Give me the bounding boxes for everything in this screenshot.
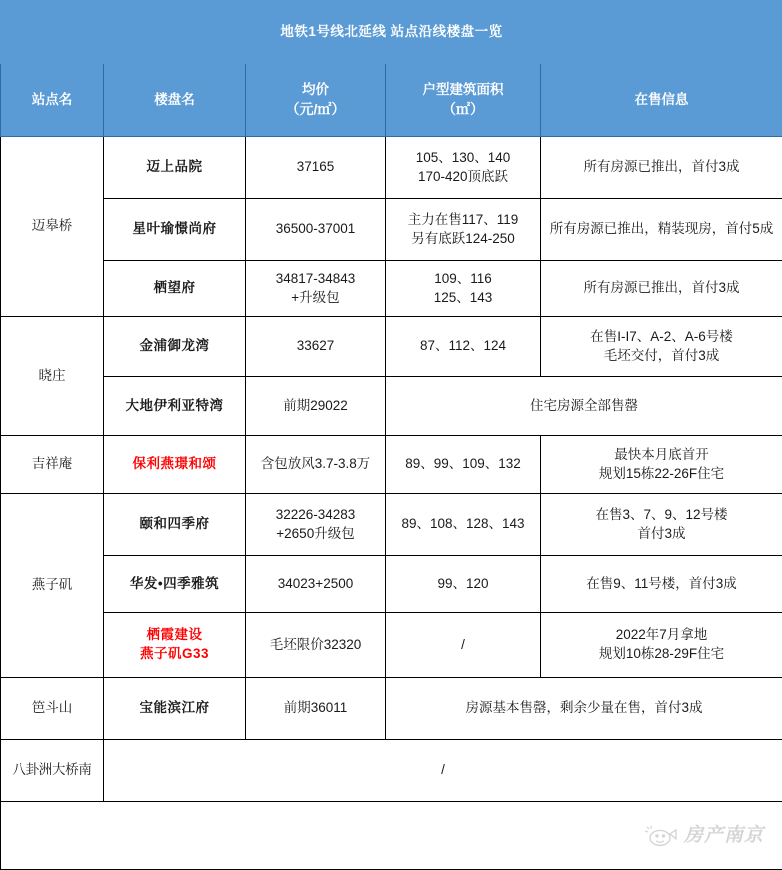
station-name-cell: 吉祥庵 bbox=[1, 436, 104, 494]
page-title: 地铁1号线北延线 站点沿线楼盘一览 bbox=[1, 1, 782, 64]
average-price-cell: 前期36011 bbox=[246, 678, 386, 740]
column-header-5 bbox=[541, 64, 782, 137]
header-row bbox=[1, 64, 782, 137]
table-body bbox=[1, 1, 782, 870]
sale-info-cell: 在售3、7、9、12号楼 首付3成 bbox=[541, 494, 782, 556]
average-price-cell: 33627 bbox=[246, 317, 386, 377]
column-header-2 bbox=[104, 64, 246, 137]
project-name-cell: 栖望府 bbox=[104, 261, 246, 317]
column-header-sublabel: （元/㎡） bbox=[250, 100, 381, 119]
sale-info-cell: 在售I-I7、A-2、A-6号楼 毛坯交付，首付3成 bbox=[541, 317, 782, 377]
column-header-4 bbox=[386, 64, 541, 137]
average-price-cell: 36500-37001 bbox=[246, 199, 386, 261]
average-price-cell: 34023+2500 bbox=[246, 556, 386, 613]
unit-area-cell: 109、116 125、143 bbox=[386, 261, 541, 317]
column-header-sublabel: （㎡） bbox=[390, 100, 536, 119]
watermark-text: 房产南京 bbox=[684, 822, 764, 848]
merged-info-cell: 住宅房源全部售罄 bbox=[386, 377, 782, 436]
title-row bbox=[1, 1, 782, 64]
table-row bbox=[1, 678, 782, 740]
average-price-cell: 32226-34283 +2650升级包 bbox=[246, 494, 386, 556]
mascot-icon bbox=[643, 824, 677, 848]
project-name-cell: 保利燕璟和颂 bbox=[104, 436, 246, 494]
project-name-cell: 金浦御龙湾 bbox=[104, 317, 246, 377]
project-name-cell: 华发•四季雅筑 bbox=[104, 556, 246, 613]
project-name-cell: 栖霞建设 燕子矶G33 bbox=[104, 613, 246, 678]
unit-area-cell: 87、112、124 bbox=[386, 317, 541, 377]
table-row bbox=[1, 494, 782, 556]
project-name-cell: 颐和四季府 bbox=[104, 494, 246, 556]
average-price-cell: 37165 bbox=[246, 137, 386, 199]
station-name-cell: 晓庄 bbox=[1, 317, 104, 436]
station-name-cell: 迈皋桥 bbox=[1, 137, 104, 317]
average-price-cell: 毛坯限价32320 bbox=[246, 613, 386, 678]
sale-info-cell: 2022年7月拿地 规划10栋28-29F住宅 bbox=[541, 613, 782, 678]
column-header-label: 站点名 bbox=[32, 92, 73, 107]
column-header-label: 均价 bbox=[302, 82, 329, 97]
project-name-cell: 迈上品院 bbox=[104, 137, 246, 199]
unit-area-cell: 89、108、128、143 bbox=[386, 494, 541, 556]
watermark-row bbox=[1, 802, 782, 870]
sale-info-cell: 最快本月底首开 规划15栋22-26F住宅 bbox=[541, 436, 782, 494]
station-name-cell: 燕子矶 bbox=[1, 494, 104, 678]
table-row bbox=[1, 137, 782, 199]
table-row bbox=[1, 613, 782, 678]
project-name-cell: 宝能滨江府 bbox=[104, 678, 246, 740]
sale-info-cell: 所有房源已推出，首付3成 bbox=[541, 261, 782, 317]
average-price-cell: 含包放风3.7-3.8万 bbox=[246, 436, 386, 494]
sale-info-cell: 在售9、11号楼，首付3成 bbox=[541, 556, 782, 613]
station-name-cell: 八卦洲大桥南 bbox=[1, 740, 104, 802]
table-row bbox=[1, 556, 782, 613]
table-row bbox=[1, 377, 782, 436]
merged-info-cell: 房源基本售罄，剩余少量在售，首付3成 bbox=[386, 678, 782, 740]
sale-info-cell: 所有房源已推出，首付3成 bbox=[541, 137, 782, 199]
sale-info-cell: 所有房源已推出，精装现房，首付5成 bbox=[541, 199, 782, 261]
column-header-3 bbox=[246, 64, 386, 137]
unit-area-cell: 99、120 bbox=[386, 556, 541, 613]
table-row bbox=[1, 261, 782, 317]
unit-area-cell: 主力在售117、119 另有底跃124-250 bbox=[386, 199, 541, 261]
station-name-cell: 笆斗山 bbox=[1, 678, 104, 740]
unit-area-cell: / bbox=[386, 613, 541, 678]
project-name-cell: 大地伊利亚特湾 bbox=[104, 377, 246, 436]
unit-area-cell: 89、99、109、132 bbox=[386, 436, 541, 494]
table-row bbox=[1, 199, 782, 261]
project-name-cell: 星叶瑜憬尚府 bbox=[104, 199, 246, 261]
unit-area-cell: 105、130、140 170-420顶底跃 bbox=[386, 137, 541, 199]
table-row bbox=[1, 436, 782, 494]
watermark bbox=[643, 822, 764, 848]
average-price-cell: 前期29022 bbox=[246, 377, 386, 436]
merged-info-cell: / bbox=[104, 740, 782, 802]
table-row bbox=[1, 740, 782, 802]
column-header-label: 在售信息 bbox=[635, 92, 689, 107]
average-price-cell: 34817-34843 +升级包 bbox=[246, 261, 386, 317]
column-header-label: 户型建筑面积 bbox=[423, 82, 504, 97]
table-row bbox=[1, 317, 782, 377]
column-header-1 bbox=[1, 64, 104, 137]
column-header-label: 楼盘名 bbox=[154, 92, 195, 107]
footer-row bbox=[1, 802, 782, 870]
